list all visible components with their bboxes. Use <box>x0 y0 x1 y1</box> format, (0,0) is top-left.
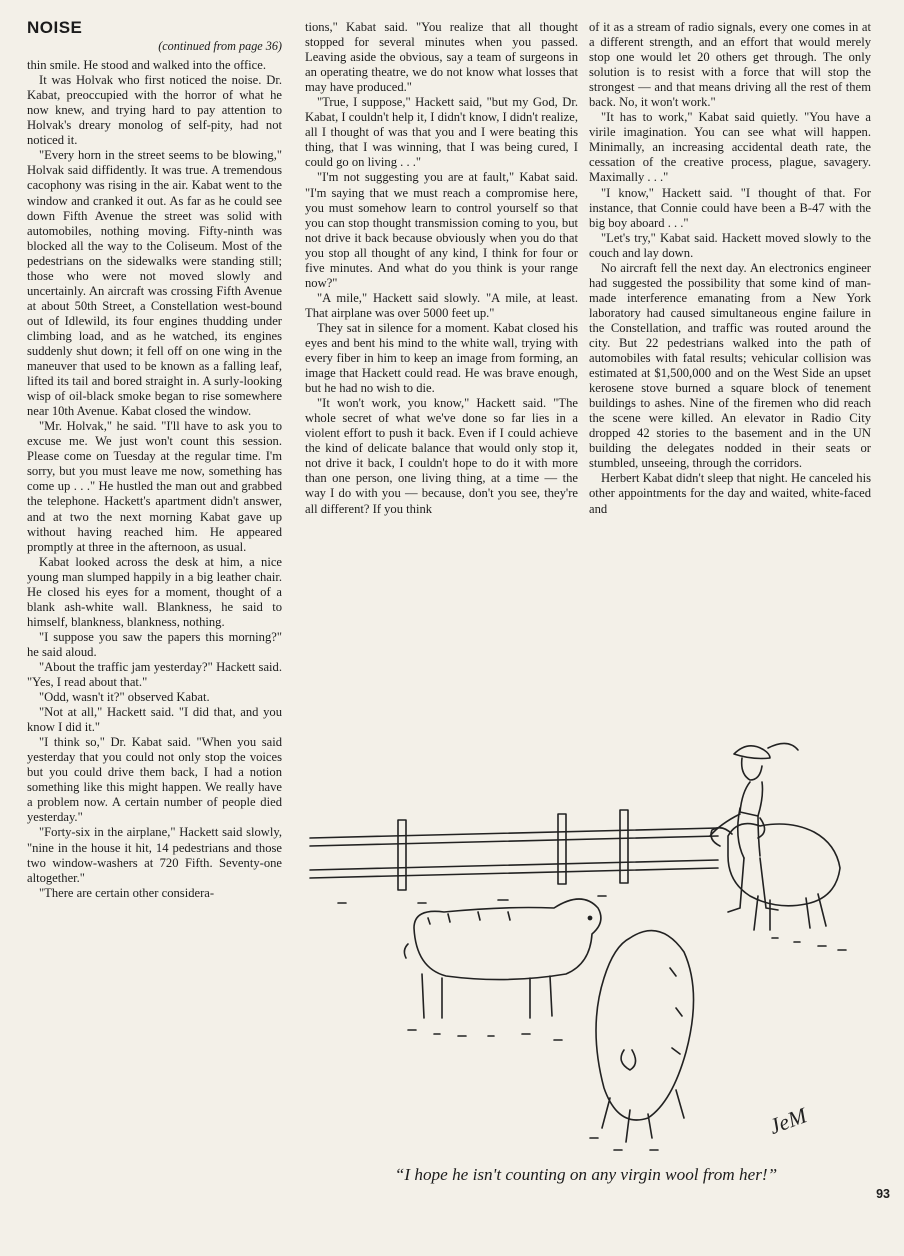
artist-signature: JeM <box>765 1102 810 1139</box>
column-2-body <box>305 20 578 517</box>
paragraph: "A mile," Hackett said slowly. "A mile, at least. That airplane was over 5000 feet up." <box>305 290 578 320</box>
paragraph: Herbert Kabat didn't sleep that night. He canceled his other appointments for the day and waited, white-faced and <box>589 471 871 516</box>
paragraph: "Forty-six in the airplane," Hackett said slowly, "nine in the house it hit, 14 pedestrians and those two window-washers at 720 Fifth. Seventy-one altogether." <box>27 825 282 885</box>
paragraph: thin smile. He stood and walked into the office. <box>27 58 266 73</box>
paragraph: "About the traffic jam yesterday?" Hackett said. "Yes, I read about that." <box>27 659 282 690</box>
paragraph: "It has to work," Kabat said quietly. "You have a virile imagination. You can see what will happen. Minimally, an increasing accidental death rate, the cessation of the creative process, plague, savagery. Maximally . . ." <box>589 110 871 185</box>
paragraph: "I suppose you saw the papers this morning?" he said aloud. <box>27 629 282 659</box>
sheared-sheep-right-drawing <box>711 824 846 950</box>
paragraph: "True, I suppose," Hackett said, "but my God, Dr. Kabat, I couldn't help it, I didn't know, I didn't realize, all I thought of was that you and I were beating this thing, that I was winning, that I was being cured, I could go on living . . ." <box>305 95 578 170</box>
paragraph: "Mr. Holvak," he said. "I'll have to ask you to excuse me. We just won't count this session. Please come on Tuesday at the regular time. I'm sorry, but you must leave me now, something has come up . . ." He hustled the man out and grabbed the telephone. Hackett's apartment didn't answer, and at two the next morning Kabat gave up without having reached him. He appeared promptly at three in the afternoon, as usual. <box>27 419 282 554</box>
sheep-cartoon-illustration <box>298 718 878 1168</box>
paragraph: "Not at all," Hackett said. "I did that, and you know I did it." <box>27 705 282 735</box>
sheep-left-drawing <box>404 899 601 1040</box>
paragraph: "I know," Hackett said. "I thought of that. For instance, that Connie could have been a B-47 with the big boy aboard . . ." <box>589 185 871 230</box>
faint-watermark <box>390 586 413 657</box>
text-column-2 <box>305 20 578 517</box>
cartoon-caption: “I hope he isn't counting on any virgin wool from her!” <box>394 1165 778 1184</box>
paragraph: "I think so," Dr. Kabat said. "When you said yesterday that you could not only stop the voices but you could drive them back, I had a notion something like this might happen. We really have a problem now. A certain number of people died yesterday." <box>27 735 282 825</box>
paragraph: It was Holvak who first noticed the noise. Dr. Kabat, preoccupied with the horror of what he now knew, and trying hard to pay attention to Holvak's dreary monolog of self-pity, had not noticed it. <box>27 73 282 148</box>
text-column-1 <box>27 20 282 901</box>
paragraph: of it as a stream of radio signals, every one comes in at a different strength, and an effort that would merely stop one would let 20 others get through. The only solution is to resist with a force that will stop the strongest — and that means driving all the rest of them back. No, it won't work." <box>589 20 871 110</box>
column-3-body <box>589 20 871 517</box>
paragraph: "It won't work, you know," Hackett said. "The whole secret of what we've done so far lies in a violent effort to push it back. Even if I could achieve the kind of delicate balance that would only stop it, not drive it back, I couldn't hope to do it with more than one person, one living thing, at a time — the way I do with you — because, don't you see, they're all different? If you think <box>305 396 578 516</box>
continued-note: (continued from page 36) <box>158 39 282 54</box>
paragraph: No aircraft fell the next day. An electronics engineer had suggested the possibility that some kind of man-made interference emanating from a New York laboratory had caused simultaneous engine failure in the Constellation, and traffic was routed around the city. But 22 pedestrians walked into the path of automobiles with fatal results; vehicular collision was estimated at $1,500,000 and on the West Side an upset kerosene stove burned a square block of tenement buildings to ashes. Nine of the firemen who did reach the scene were killed. An elevator in Radio City dropped 42 stories to the basement and in the UN building the delegates nodded in their seats or stumbled, unseeing, through the corridors. <box>589 260 871 471</box>
text-column-3 <box>589 20 871 517</box>
paragraph: "Let's try," Kabat said. Hackett moved slowly to the couch and lay down. <box>589 230 871 260</box>
paragraph: "Every horn in the street seems to be blowing," Holvak said diffidently. It was true. A tremendous cacophony was rising in the air. Kabat went to the window and cranked it out. As far as he could see down Fifth Avenue the street was solid with automobiles, nothing moving. Fifty-ninth was blocked all the way to the Coliseum. Most of the pedestrians on the sidewalks were standing still; those who were not moved slowly and uncertainly. An aircraft was crossing Fifth Avenue at about 50th Street, a Constellation west-bound out of Idlewild, its four engines thudding under climbing load, and as he watched, its engines suddenly shut down; it fell off on one wing in the maneuver that used to be known as a falling leaf, lifted its tail and bored straight in. A surly-looking wisp of oil-black smoke began to rise somewhere near 10th Avenue. Kabat closed the window. <box>27 148 282 419</box>
article-title: NOISE <box>27 18 83 37</box>
paragraph: "There are certain other considera- <box>39 885 215 900</box>
paragraph: They sat in silence for a moment. Kabat closed his eyes and bent his mind to the white wall, trying with every fiber in him to keep an image from forming, an image that Hackett could read. He was brave enough, but he had no wish to die. <box>305 320 578 396</box>
sheep-front-drawing <box>590 931 694 1150</box>
column-1-body <box>27 58 282 901</box>
page-number: 93 <box>876 1187 890 1201</box>
paragraph: tions," Kabat said. "You realize that all thought stopped for several minutes when you passed. Leaving aside the obvious, say a team of surgeons in an operating theatre, we do not know what losses that may have produced." <box>305 20 578 95</box>
paragraph: Kabat looked across the desk at him, a nice young man slumped happily in a big leather chair. He closed his eyes for a moment, thought of a blank ash-white wall. Blankness, he said to himself, blankness, blankness, nothing. <box>27 554 282 629</box>
paragraph: "Odd, wasn't it?" observed Kabat. <box>39 690 210 705</box>
paragraph: "I'm not suggesting you are at fault," Kabat said. "I'm saying that we must reach a compromise here, you must somehow learn to control yourself so that you can stop thought transmission coming to you, but not drive it back because obviously when you do that you stop all thought of any kind, I think for four or five minutes. And what do you think is your range now?" <box>305 170 578 290</box>
fence-drawing <box>310 810 718 903</box>
